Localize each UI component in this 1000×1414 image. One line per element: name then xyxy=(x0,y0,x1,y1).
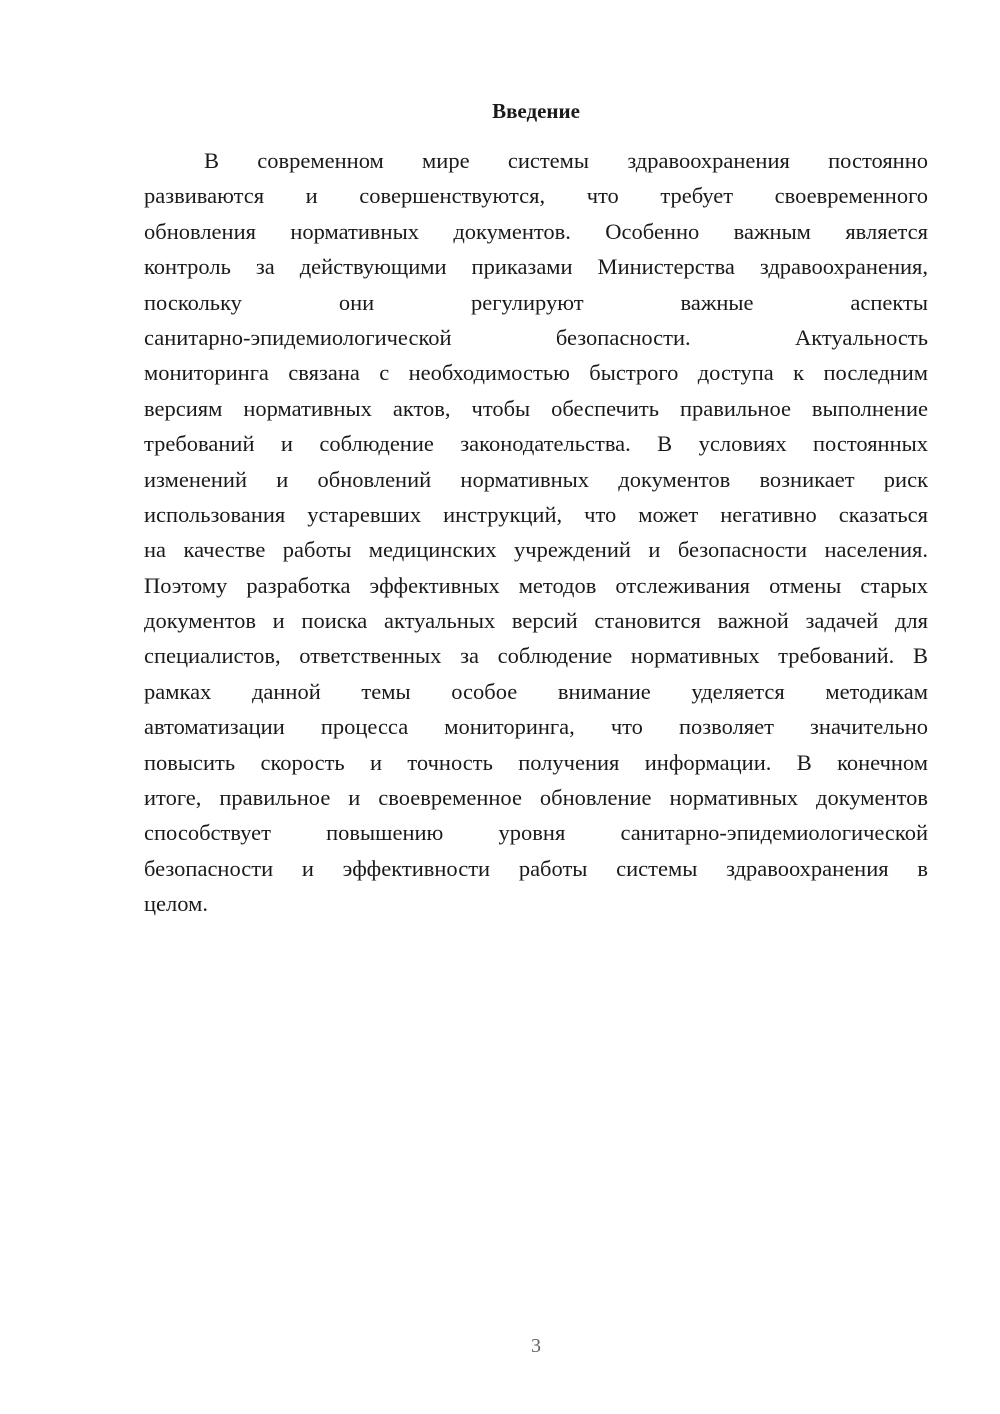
paragraph-line: автоматизации процесса мониторинга, что позволяет значительно xyxy=(144,714,928,740)
paragraph-line: развиваются и совершенствуются, что требует своевременного xyxy=(144,183,928,209)
paragraph-line: санитарно-эпидемиологической безопасности. Актуальность xyxy=(144,324,928,350)
paragraph-line: Поэтому разработка эффективных методов отслеживания отмены старых xyxy=(144,572,928,598)
paragraph-line: версиям нормативных актов, чтобы обеспечить правильное выполнение xyxy=(144,395,928,421)
paragraph-line: повысить скорость и точность получения информации. В конечном xyxy=(144,749,928,775)
paragraph-line: обновления нормативных документов. Особенно важным является xyxy=(144,218,928,244)
paragraph-line: требований и соблюдение законодательства. В условиях постоянных xyxy=(144,431,928,457)
section-heading: Введение xyxy=(492,99,580,123)
paragraph-line: В современном мире системы здравоохранения постоянно xyxy=(204,148,928,173)
paragraph-line: поскольку они регулируют важные аспекты xyxy=(144,289,928,315)
paragraph-line: контроль за действующими приказами Министерства здравоохранения, xyxy=(144,254,928,280)
paragraph-line: рамках данной темы особое внимание уделяется методикам xyxy=(144,678,928,704)
paragraph-line: документов и поиска актуальных версий становится важной задачей для xyxy=(144,608,928,634)
paragraph-line: мониторинга связана с необходимостью быстрого доступа к последним xyxy=(144,360,928,386)
paragraph-line: безопасности и эффективности работы системы здравоохранения в xyxy=(144,855,928,881)
body-paragraph xyxy=(144,143,928,922)
paragraph-line: специалистов, ответственных за соблюдение нормативных требований. В xyxy=(144,643,928,669)
paragraph-line: целом. xyxy=(144,891,208,917)
page-number: 3 xyxy=(531,1335,541,1357)
paragraph-line: итоге, правильное и своевременное обновление нормативных документов xyxy=(144,785,928,811)
paragraph-line: на качестве работы медицинских учреждений и безопасности населения. xyxy=(144,537,928,563)
paragraph-line: использования устаревших инструкций, что может негативно сказаться xyxy=(144,501,928,527)
paragraph-line: способствует повышению уровня санитарно-эпидемиологической xyxy=(144,820,928,846)
paragraph-line: изменений и обновлений нормативных документов возникает риск xyxy=(144,466,928,492)
